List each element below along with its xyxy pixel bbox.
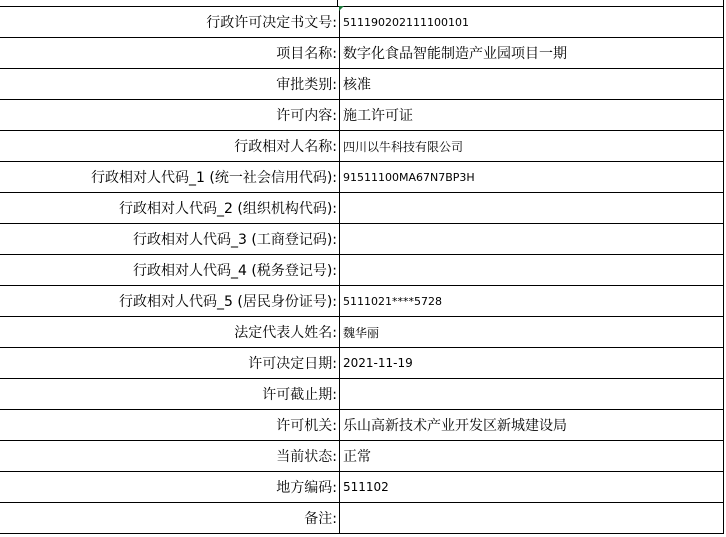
field-label: 行政相对人代码_2 (组织机构代码):	[0, 193, 340, 224]
field-label: 备注:	[0, 503, 340, 534]
table-row	[0, 441, 724, 472]
table-row	[0, 410, 724, 441]
field-value-cell[interactable]: 511102	[340, 472, 724, 503]
field-value-cell[interactable]: 2021-11-19	[340, 348, 724, 379]
permit-details-table	[0, 6, 724, 534]
field-value-cell[interactable]: 魏华丽	[340, 317, 724, 348]
field-label: 行政相对人名称:	[0, 131, 340, 162]
field-value-cell[interactable]	[340, 193, 724, 224]
table-row	[0, 38, 724, 69]
table-row	[0, 255, 724, 286]
field-label: 行政相对人代码_5 (居民身份证号):	[0, 286, 340, 317]
field-label: 行政相对人代码_1 (统一社会信用代码):	[0, 162, 340, 193]
table-row	[0, 7, 724, 38]
table-row	[0, 193, 724, 224]
field-value-cell[interactable]	[340, 379, 724, 410]
table-row	[0, 472, 724, 503]
field-value-cell[interactable]: 四川以牛科技有限公司	[340, 131, 724, 162]
field-label: 许可内容:	[0, 100, 340, 131]
field-label: 审批类别:	[0, 69, 340, 100]
table-row	[0, 131, 724, 162]
field-value-cell[interactable]	[340, 224, 724, 255]
field-label: 地方编码:	[0, 472, 340, 503]
field-label: 行政相对人代码_4 (税务登记号):	[0, 255, 340, 286]
field-label: 当前状态:	[0, 441, 340, 472]
table-row	[0, 224, 724, 255]
table-row	[0, 348, 724, 379]
field-label: 行政相对人代码_3 (工商登记码):	[0, 224, 340, 255]
field-value-cell[interactable]: 5111021****5728	[340, 286, 724, 317]
field-value-cell[interactable]	[340, 255, 724, 286]
field-value-cell[interactable]	[340, 503, 724, 534]
field-value-cell[interactable]: 施工许可证	[340, 100, 724, 131]
table-row	[0, 286, 724, 317]
field-label: 许可截止期:	[0, 379, 340, 410]
field-value-cell[interactable]: 数字化食品智能制造产业园项目一期	[340, 38, 724, 69]
field-value-cell[interactable]: 正常	[340, 441, 724, 472]
field-label: 法定代表人姓名:	[0, 317, 340, 348]
field-value-cell[interactable]: 91511100MA67N7BP3H	[340, 162, 724, 193]
table-row	[0, 162, 724, 193]
field-label: 许可决定日期:	[0, 348, 340, 379]
table-row	[0, 317, 724, 348]
table-row	[0, 69, 724, 100]
field-label: 行政许可决定书文号:	[0, 7, 340, 38]
field-value-cell[interactable]: 511190202111100101	[340, 7, 724, 38]
table-row	[0, 100, 724, 131]
table-row	[0, 503, 724, 534]
cell-comment-marker-icon	[339, 6, 344, 11]
field-value-cell[interactable]: 乐山高新技术产业开发区新城建设局	[340, 410, 724, 441]
field-value-cell[interactable]: 核准	[340, 69, 724, 100]
field-label: 项目名称:	[0, 38, 340, 69]
table-row	[0, 379, 724, 410]
field-label: 许可机关:	[0, 410, 340, 441]
